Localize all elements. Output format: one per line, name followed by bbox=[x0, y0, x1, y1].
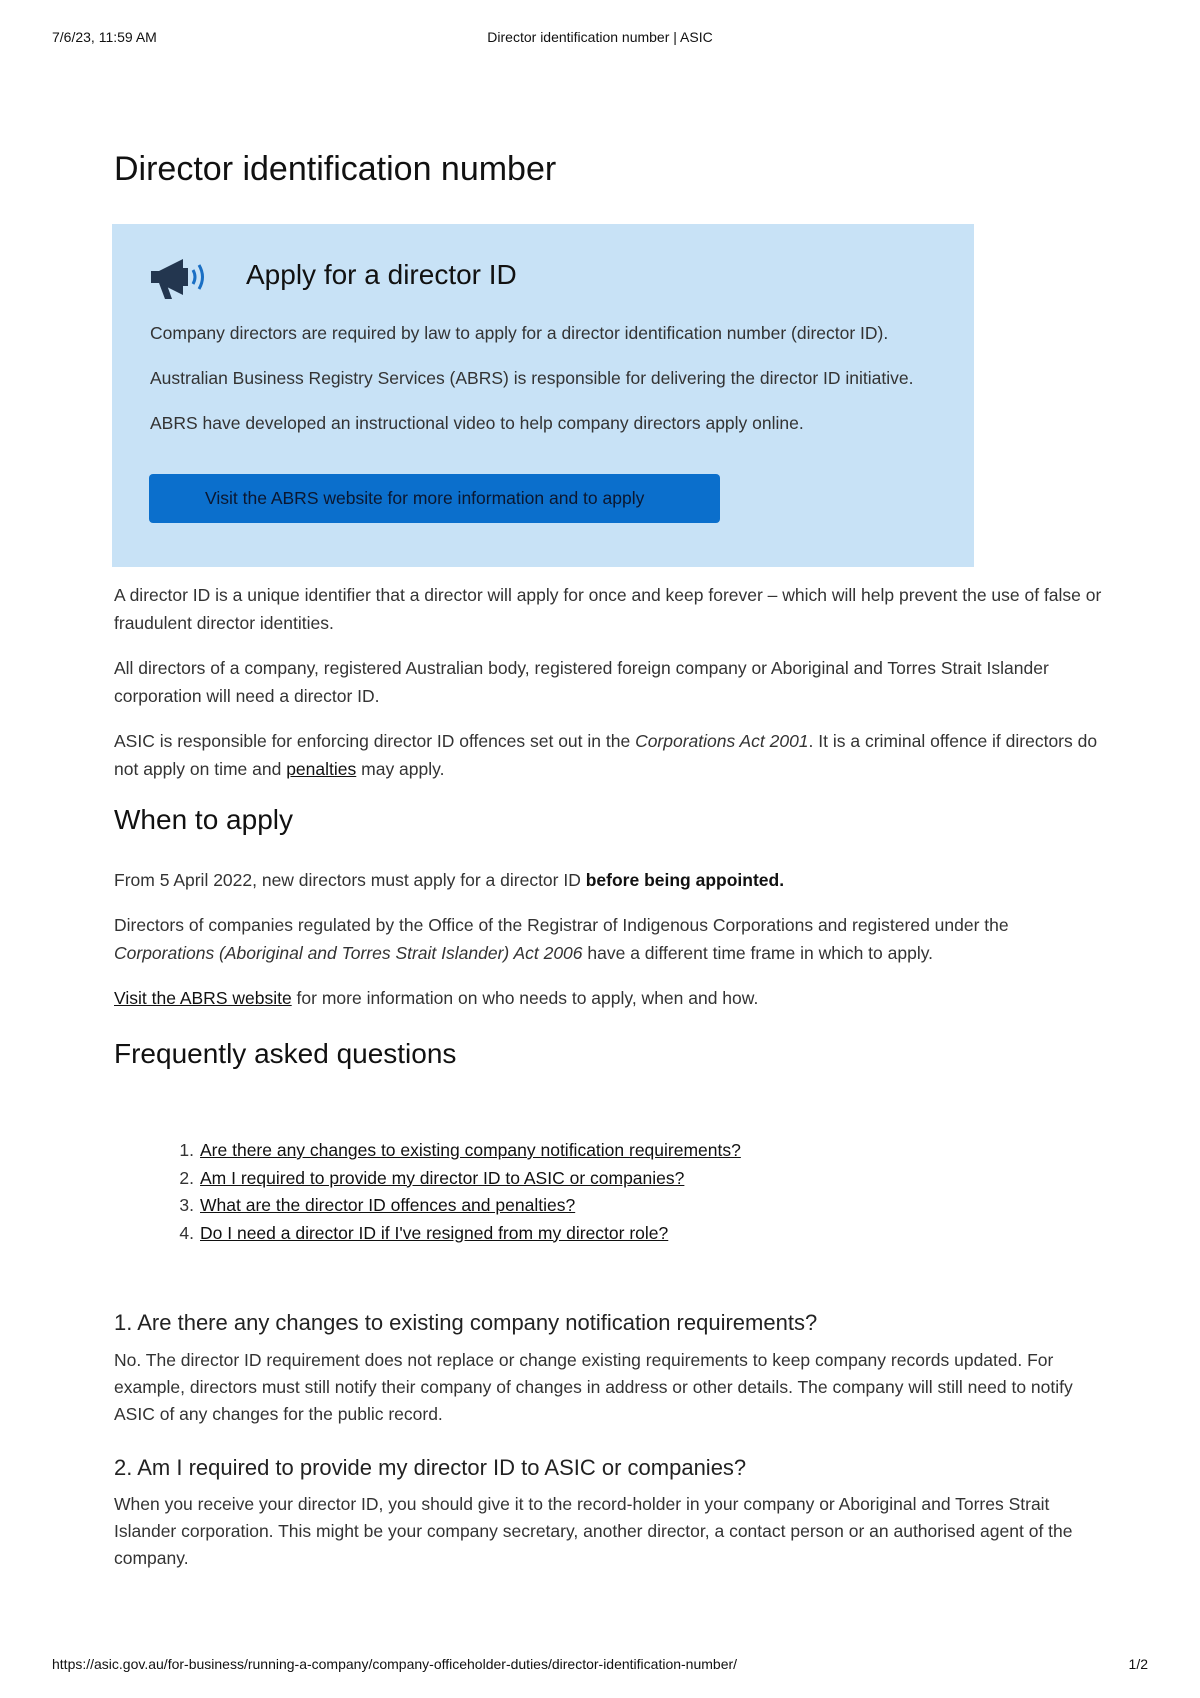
when-paragraph: Directors of companies regulated by the Office of the Registrar of Indigenous Corporations and registered under the Corporations (Aboriginal and Torres Strait Islander) Act 2006 have a different time frame in which to apply. bbox=[114, 915, 1009, 963]
page-number: 1/2 bbox=[1128, 1656, 1148, 1672]
intro-paragraph: ASIC is responsible for enforcing director ID offences set out in the Corporations Act 2001. It is a criminal offence if directors do not apply on time and penalties may apply. bbox=[114, 731, 1098, 779]
when-to-apply-heading: When to apply bbox=[114, 804, 293, 835]
intro-paragraph: All directors of a company, registered Australian body, registered foreign company or Aboriginal and Torres Strait Islander corporation will need a director ID. bbox=[114, 658, 1049, 706]
intro-paragraph: A director ID is a unique identifier that a director will apply for once and keep forever – which will help prevent the use of false or fraudulent director identities. bbox=[114, 585, 1102, 633]
print-page-title: Director identification number | ASIC bbox=[487, 29, 713, 45]
when-paragraph: Visit the ABRS website for more information on who needs to apply, when and how. bbox=[114, 988, 759, 1008]
faq-question-heading: 1. Are there any changes to existing company notification requirements? bbox=[114, 1310, 818, 1335]
visit-abrs-link[interactable]: Visit the ABRS website bbox=[114, 988, 292, 1008]
page-title: Director identification number bbox=[114, 150, 557, 188]
print-header bbox=[0, 29, 1200, 49]
faq-link[interactable]: Am I required to provide my director ID to ASIC or companies? bbox=[200, 1167, 685, 1188]
faq-link[interactable]: What are the director ID offences and penalties? bbox=[200, 1195, 576, 1215]
penalties-link[interactable]: penalties bbox=[286, 759, 357, 779]
apply-callout bbox=[112, 224, 974, 567]
visit-abrs-apply-button[interactable]: Visit the ABRS website for more information and to apply bbox=[149, 474, 720, 523]
faq-heading: Frequently asked questions bbox=[114, 1038, 457, 1069]
print-url: https://asic.gov.au/for-business/running-a-company/company-officeholder-duties/director-identification-number/ bbox=[52, 1656, 738, 1672]
faq-question-heading: 2. Am I required to provide my director ID to ASIC or companies? bbox=[114, 1455, 747, 1480]
list-item: 4. Do I need a director ID if I've resigned from my director role? bbox=[179, 1222, 669, 1243]
print-date: 7/6/23, 11:59 AM bbox=[52, 29, 157, 45]
when-paragraph: From 5 April 2022, new directors must apply for a director ID before being appointed. bbox=[114, 870, 785, 890]
faq-answer: When you receive your director ID, you should give it to the record-holder in your company or Aboriginal and Torres Strait Islander corporation. This might be your company secretary, another director, a contact person or an authorised agent of the company. bbox=[114, 1494, 1073, 1568]
callout-heading: Apply for a director ID bbox=[246, 259, 517, 290]
callout-paragraph: Australian Business Registry Services (ABRS) is responsible for delivering the director ID initiative. bbox=[150, 368, 914, 388]
list-item: 3. What are the director ID offences and penalties? bbox=[179, 1195, 576, 1215]
list-item: 1. Are there any changes to existing company notification requirements? bbox=[179, 1140, 741, 1160]
faq-link-list bbox=[172, 1137, 741, 1247]
callout-paragraph: ABRS have developed an instructional video to help company directors apply online. bbox=[150, 413, 804, 433]
list-item: 2. Am I required to provide my director ID to ASIC or companies? bbox=[179, 1167, 685, 1188]
faq-link[interactable]: Are there any changes to existing company notification requirements? bbox=[200, 1140, 741, 1160]
faq-link[interactable]: Do I need a director ID if I've resigned from my director role? bbox=[200, 1222, 669, 1243]
act-name: Corporations (Aboriginal and Torres Strait Islander) Act 2006 bbox=[114, 943, 583, 963]
emphasis-text: before being appointed. bbox=[585, 870, 785, 890]
act-name: Corporations Act 2001 bbox=[635, 731, 809, 751]
megaphone-icon bbox=[149, 255, 211, 301]
callout-paragraph: Company directors are required by law to apply for a director identification number (director ID). bbox=[150, 323, 889, 343]
faq-answer: No. The director ID requirement does not replace or change existing requirements to keep company records updated. For example, directors must still notify their company of changes in address or other details. The company will still need to notify ASIC of any changes for the public record. bbox=[114, 1350, 1073, 1424]
